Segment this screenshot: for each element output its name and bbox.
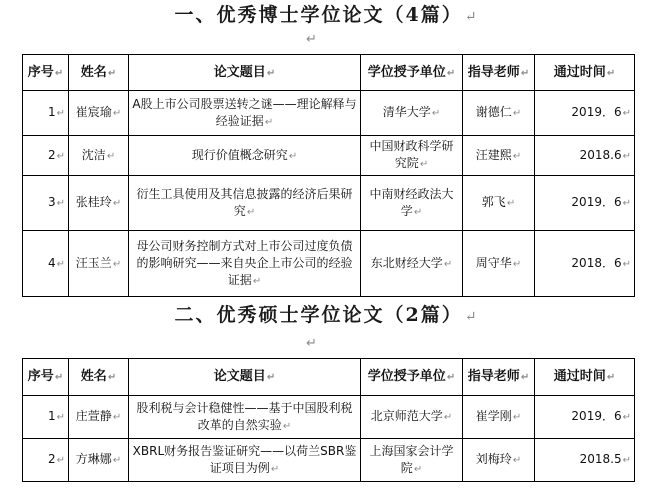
paragraph-mark-icon: ↵ <box>306 32 317 47</box>
row-advisor: 周守华↵ <box>463 231 535 297</box>
row-number: 2↵ <box>23 136 69 176</box>
row-title: 股利税与会计稳健性——基于中国股利税改革的自然实验↵ <box>129 396 361 439</box>
row-time: 2018.5↵ <box>535 439 635 482</box>
row-title: A股上市公司股票送转之谜——理论解释与经验证据↵ <box>129 91 361 136</box>
header-advisor: 指导老师↵ <box>463 55 535 91</box>
row-time: 2019．6↵ <box>535 396 635 439</box>
table-header-row <box>23 55 635 91</box>
row-unit: 中国财政科学研究院↵ <box>361 136 463 176</box>
row-name: 沈洁↵ <box>69 136 129 176</box>
master-heading-text: 二、优秀硕士学位论文（2篇） <box>174 304 463 326</box>
header-time: 通过时间↵ <box>535 359 635 396</box>
row-name: 方琳娜↵ <box>69 439 129 482</box>
header-unit: 学位授予单位↵ <box>361 359 463 396</box>
header-number: 序号↵ <box>23 55 69 91</box>
doctoral-thesis-table <box>22 54 635 297</box>
header-name: 姓名↵ <box>69 359 129 396</box>
table-row <box>23 136 635 176</box>
row-title: 衍生工具使用及其信息披露的经济后果研究↵ <box>129 176 361 231</box>
table-row <box>23 231 635 297</box>
row-time: 2018.6↵ <box>535 136 635 176</box>
paragraph-mark-icon: ↵ <box>464 309 479 325</box>
master-thesis-table <box>22 358 635 482</box>
doctoral-heading-text: 一、优秀博士学位论文（4篇） <box>174 4 463 26</box>
row-unit: 上海国家会计学院↵ <box>361 439 463 482</box>
row-number: 2↵ <box>23 439 69 482</box>
row-name: 庄萱静↵ <box>69 396 129 439</box>
header-unit: 学位授予单位↵ <box>361 55 463 91</box>
master-section-heading <box>0 303 653 329</box>
header-name: 姓名↵ <box>69 55 129 91</box>
table-row <box>23 396 635 439</box>
header-time: 通过时间↵ <box>535 55 635 91</box>
row-time: 2019．6↵ <box>535 91 635 136</box>
row-number: 4↵ <box>23 231 69 297</box>
doctoral-section-heading <box>0 3 653 29</box>
row-unit: 清华大学↵ <box>361 91 463 136</box>
table-row <box>23 91 635 136</box>
header-number: 序号↵ <box>23 359 69 396</box>
row-number: 3↵ <box>23 176 69 231</box>
row-name: 张桂玲↵ <box>69 176 129 231</box>
row-advisor: 汪建熙↵ <box>463 136 535 176</box>
row-advisor: 郭飞↵ <box>463 176 535 231</box>
header-title: 论文题目↵ <box>129 359 361 396</box>
row-number: 1↵ <box>23 396 69 439</box>
table-row <box>23 439 635 482</box>
row-advisor: 崔学刚↵ <box>463 396 535 439</box>
row-unit: 东北财经大学↵ <box>361 231 463 297</box>
table-header-row <box>23 359 635 396</box>
row-title: 现行价值概念研究↵ <box>129 136 361 176</box>
row-unit: 北京师范大学↵ <box>361 396 463 439</box>
row-advisor: 谢德仁↵ <box>463 91 535 136</box>
row-name: 汪玉兰↵ <box>69 231 129 297</box>
row-number: 1↵ <box>23 91 69 136</box>
row-title: XBRL财务报告鉴证研究——以荷兰SBR鉴证项目为例↵ <box>129 439 361 482</box>
row-unit: 中南财经政法大学↵ <box>361 176 463 231</box>
row-title: 母公司财务控制方式对上市公司过度负债的影响研究——来自央企上市公司的经验证据↵ <box>129 231 361 297</box>
row-name: 崔宸瑜↵ <box>69 91 129 136</box>
table-row <box>23 176 635 231</box>
row-time: 2018．6↵ <box>535 231 635 297</box>
paragraph-mark-icon: ↵ <box>464 9 479 25</box>
paragraph-mark-icon: ↵ <box>306 336 317 351</box>
header-title: 论文题目↵ <box>129 55 361 91</box>
row-time: 2019．6↵ <box>535 176 635 231</box>
header-advisor: 指导老师↵ <box>463 359 535 396</box>
row-advisor: 刘梅玲↵ <box>463 439 535 482</box>
